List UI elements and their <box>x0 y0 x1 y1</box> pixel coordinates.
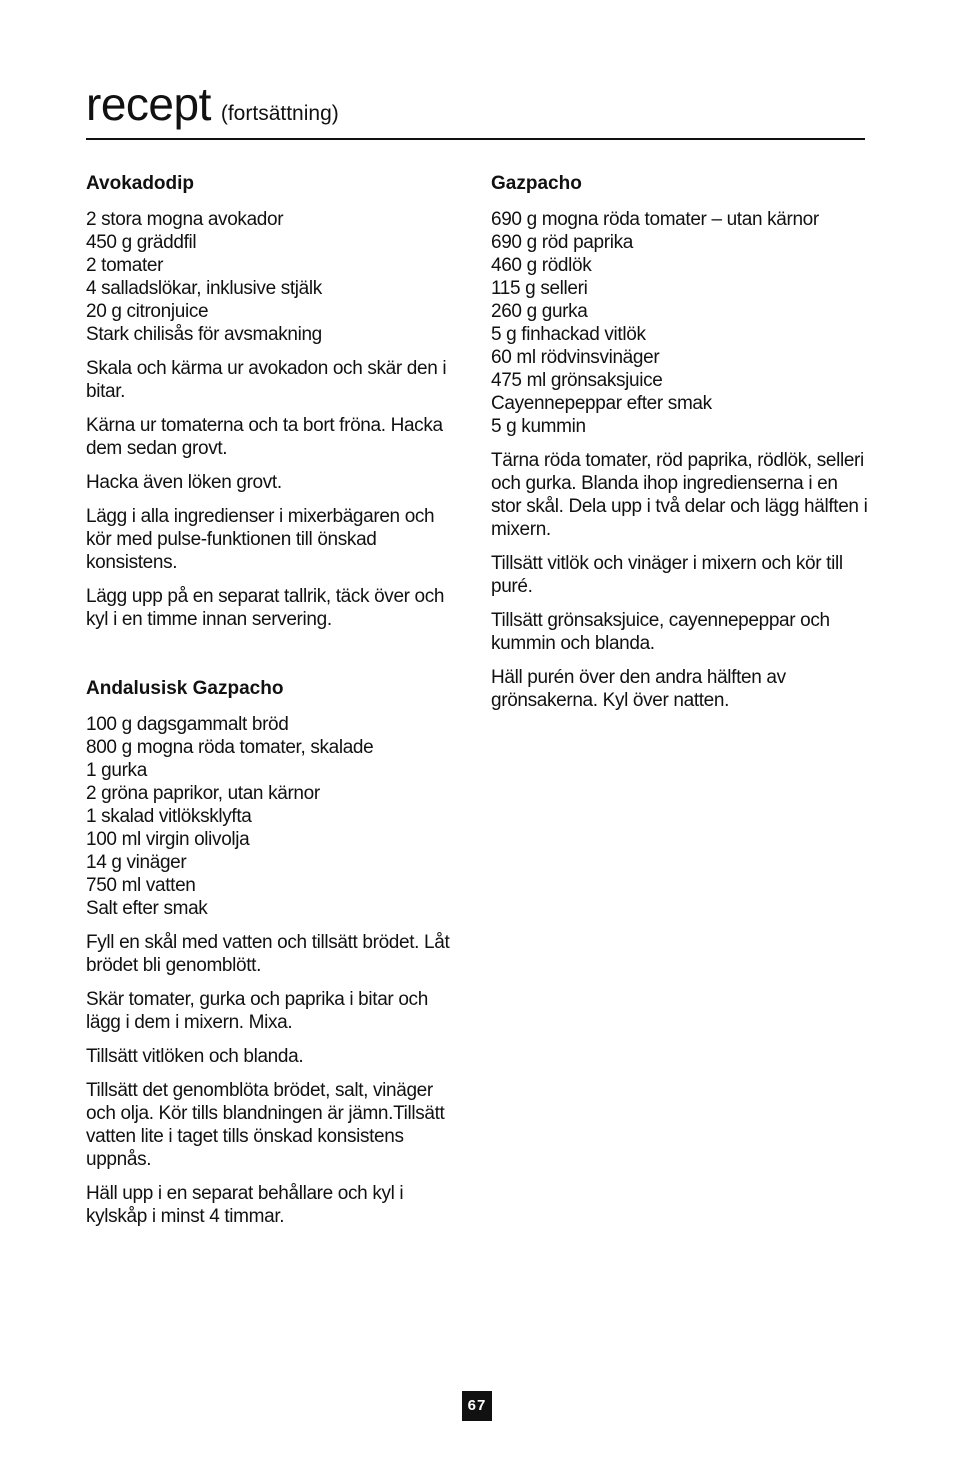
ingredient-item: 475 ml grönsaksjuice <box>491 370 663 391</box>
ingredient-list <box>86 713 464 920</box>
ingredient-list <box>86 208 464 346</box>
ingredient-item: 60 ml rödvinsvinäger <box>491 347 660 368</box>
ingredient-item: Cayennepeppar efter smak <box>491 393 712 414</box>
ingredient-item: 260 g gurka <box>491 301 588 322</box>
ingredient-item: 800 g mogna röda tomater, skalade <box>86 737 374 758</box>
recipe-title: Andalusisk Gazpacho <box>86 678 284 699</box>
recipe-gazpacho <box>491 172 871 712</box>
page-title: recept <box>86 78 211 130</box>
instruction-step: Tillsätt vitlöken och blanda. <box>86 1046 304 1067</box>
page-number: 67 <box>462 1391 492 1421</box>
ingredient-item: 100 g dagsgammalt bröd <box>86 714 289 735</box>
recipe-title: Avokadodip <box>86 173 195 194</box>
instruction-step: Skala och kärma ur avokadon och skär den i bitar. <box>86 358 447 402</box>
ingredient-item: 2 tomater <box>86 255 164 276</box>
recipe-andalusisk-gazpacho <box>86 677 464 1228</box>
recipe-title: Gazpacho <box>491 173 582 194</box>
left-column <box>86 172 464 1239</box>
ingredient-item: 1 skalad vitlöksklyfta <box>86 806 252 827</box>
right-column <box>491 172 871 723</box>
ingredient-item: 100 ml virgin olivolja <box>86 829 250 850</box>
ingredient-item: 14 g vinäger <box>86 852 187 873</box>
instruction-step: Skär tomater, gurka och paprika i bitar och lägg i dem i mixern. Mixa. <box>86 989 428 1033</box>
ingredient-item: 115 g selleri <box>491 278 588 299</box>
ingredient-item: 1 gurka <box>86 760 147 781</box>
page-subtitle: (fortsättning) <box>220 102 339 125</box>
instruction-step: Hacka även löken grovt. <box>86 472 282 493</box>
ingredient-item: 460 g rödlök <box>491 255 592 276</box>
ingredient-item: 2 stora mogna avokador <box>86 209 284 230</box>
instruction-step: Lägg i alla ingredienser i mixerbägaren och kör med pulse-funktionen till önskad konsistens. <box>86 506 435 573</box>
ingredient-item: 450 g gräddfil <box>86 232 197 253</box>
ingredient-item: 20 g citronjuice <box>86 301 209 322</box>
ingredient-item: 690 g mogna röda tomater – utan kärnor <box>491 209 819 230</box>
ingredient-item: 690 g röd paprika <box>491 232 633 253</box>
recipe-avokadodip <box>86 172 464 631</box>
instruction-step: Tillsätt det genomblöta brödet, salt, vinäger och olja. Kör tills blandningen är jämn.Tillsätt vatten lite i taget tills önskad konsistens uppnås. <box>86 1080 445 1170</box>
instruction-step: Fyll en skål med vatten och tillsätt brödet. Låt brödet bli genomblött. <box>86 932 450 976</box>
instruction-step: Lägg upp på en separat tallrik, täck över och kyl i en timme innan servering. <box>86 586 445 630</box>
instruction-step: Kärna ur tomaterna och ta bort fröna. Hacka dem sedan grovt. <box>86 415 443 459</box>
ingredient-item: 750 ml vatten <box>86 875 196 896</box>
ingredient-item: 4 salladslökar, inklusive stjälk <box>86 278 322 299</box>
ingredient-item: 5 g finhackad vitlök <box>491 324 646 345</box>
ingredient-list <box>491 208 871 438</box>
instruction-step: Tärna röda tomater, röd paprika, rödlök, selleri och gurka. Blanda ihop ingredienserna i en stor skål. Dela upp i två delar och lägg hälften i mixern. <box>491 450 868 540</box>
ingredient-item: Stark chilisås för avsmakning <box>86 324 322 345</box>
instruction-step: Häll purén över den andra hälften av grönsakerna. Kyl över natten. <box>491 667 786 711</box>
ingredient-item: 5 g kummin <box>491 416 586 437</box>
header-divider <box>86 138 865 140</box>
ingredient-item: 2 gröna paprikor, utan kärnor <box>86 783 320 804</box>
instruction-step: Tillsätt grönsaksjuice, cayennepeppar och kummin och blanda. <box>491 610 830 654</box>
instruction-step: Tillsätt vitlök och vinäger i mixern och kör till puré. <box>491 553 843 597</box>
instruction-step: Häll upp i en separat behållare och kyl i kylskåp i minst 4 timmar. <box>86 1183 404 1227</box>
ingredient-item: Salt efter smak <box>86 898 208 919</box>
page-header <box>86 78 865 130</box>
